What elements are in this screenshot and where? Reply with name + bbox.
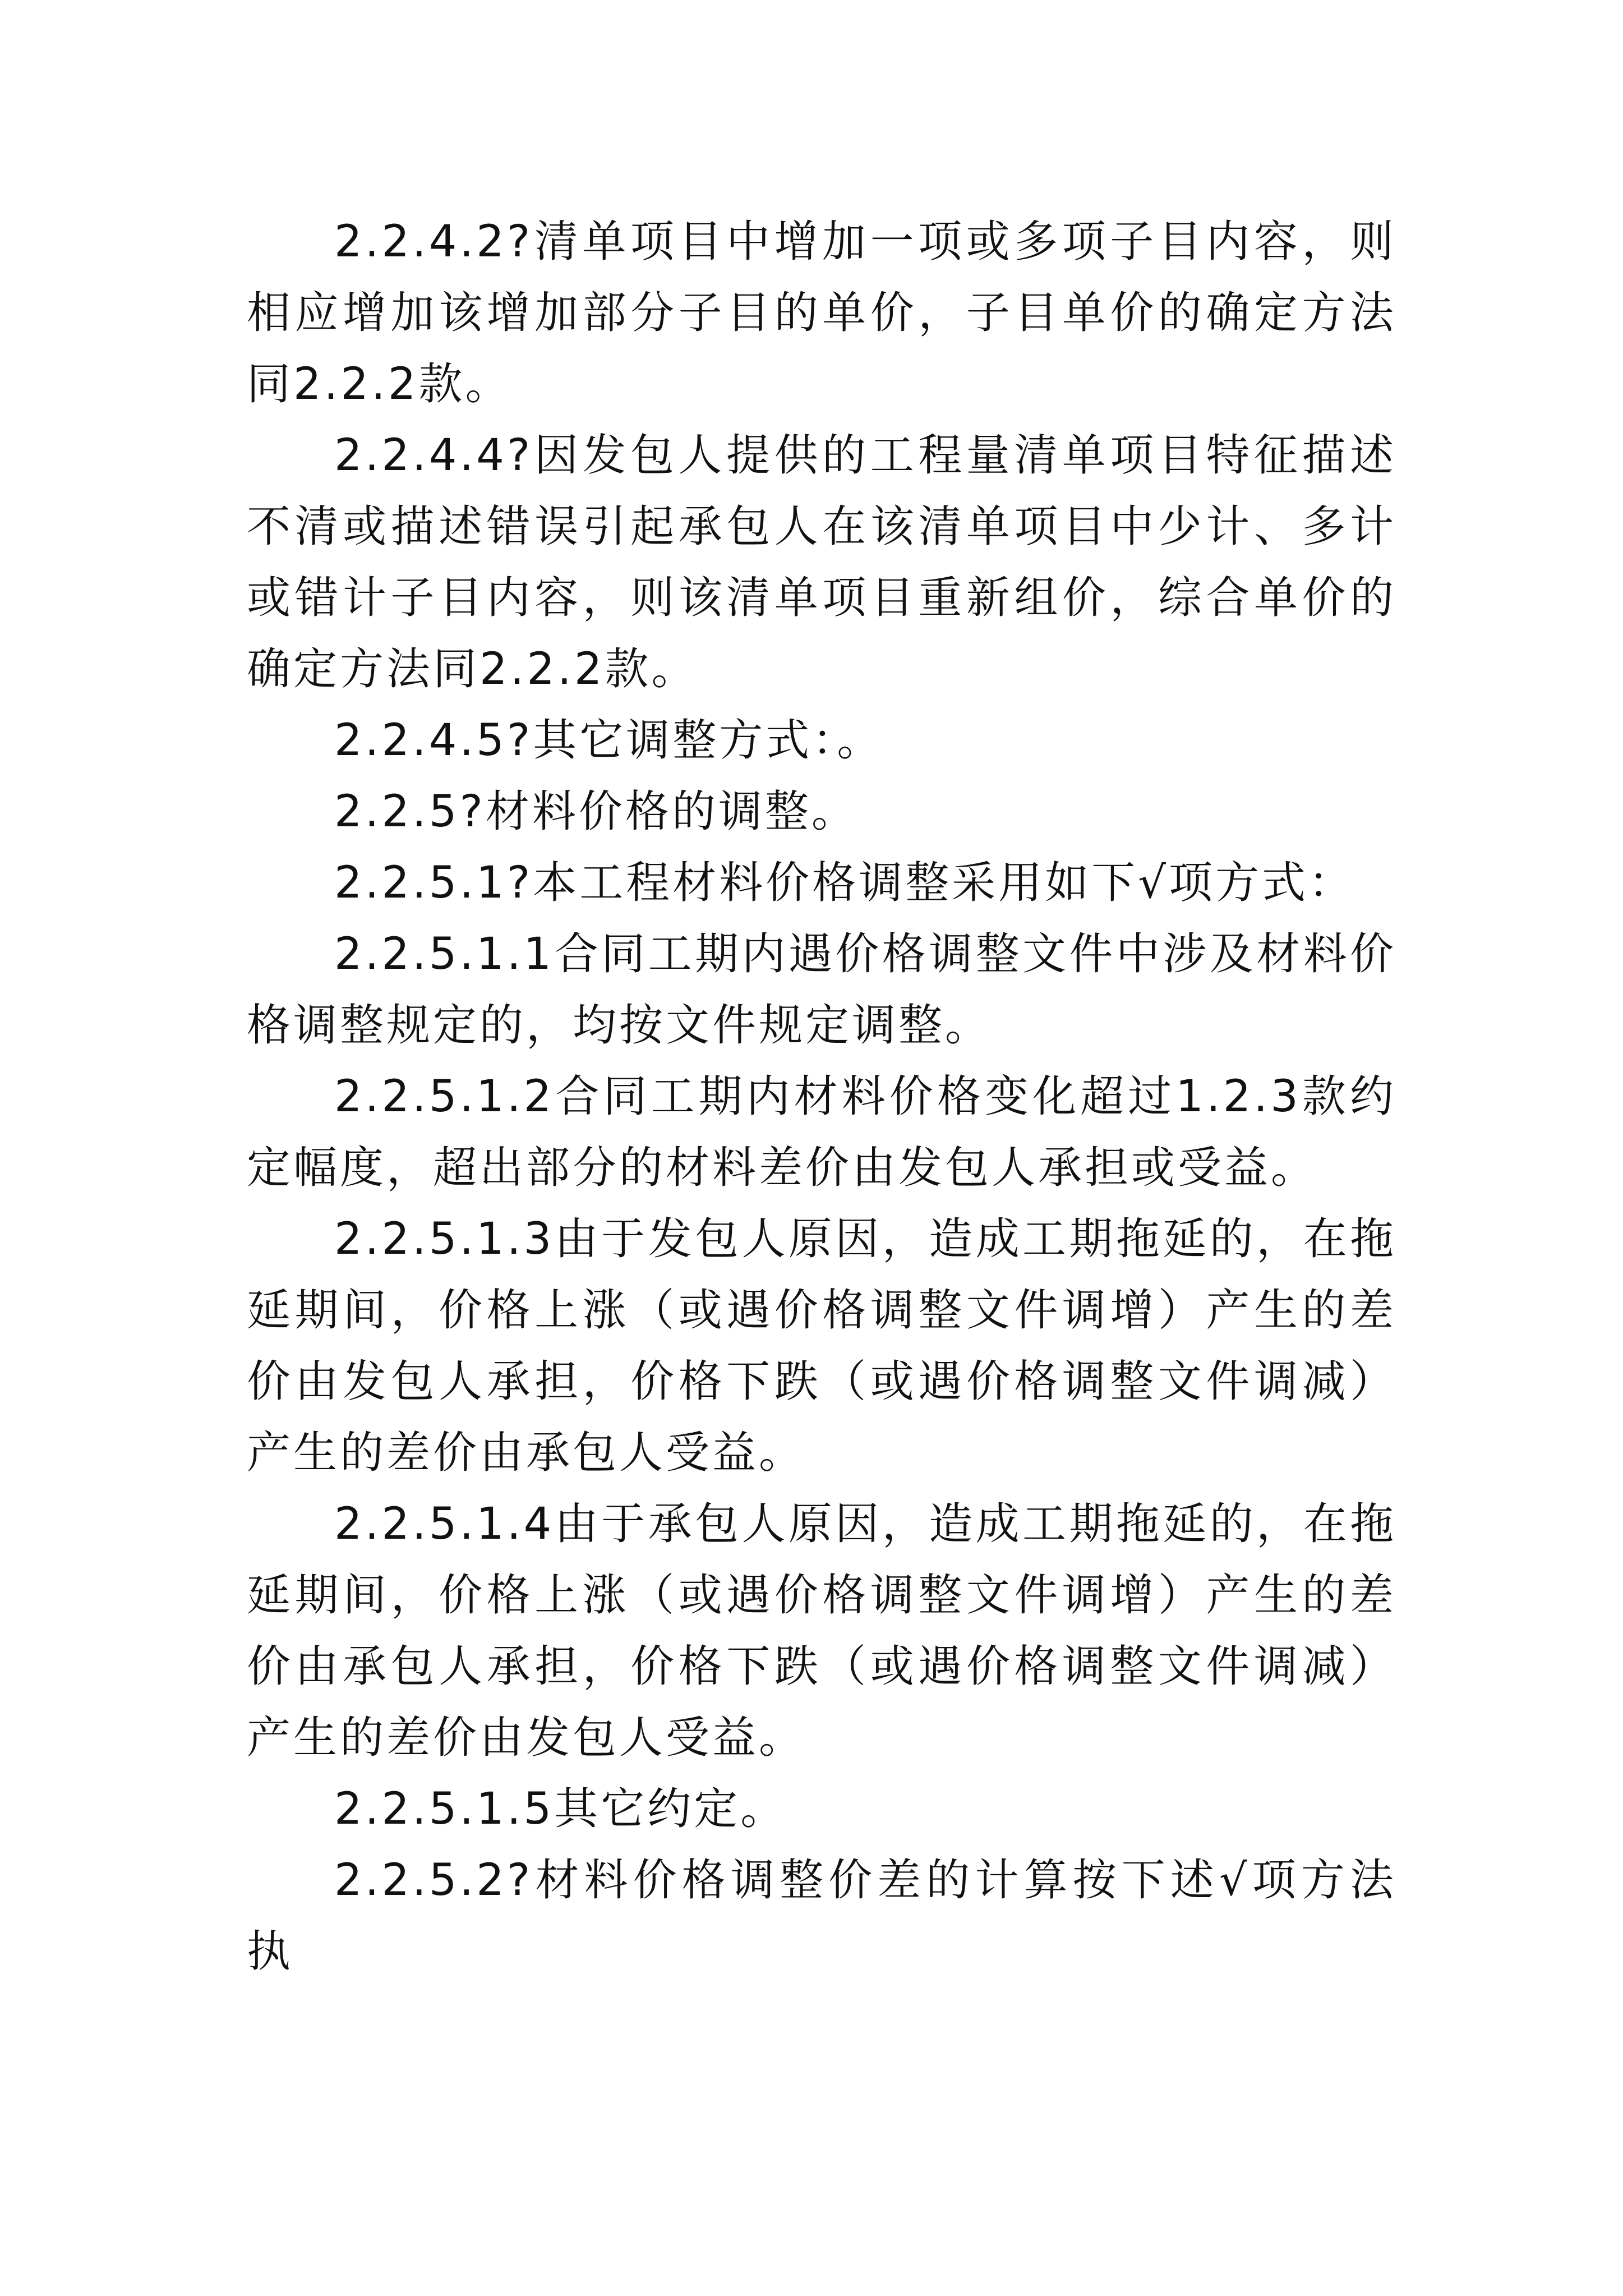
- paragraph-2-2-5-1-5: 2.2.5.1.5其它约定。: [334, 1784, 787, 1834]
- paragraph-2-2-5-1-4: 2.2.5.1.4由于承包人原因，造成工期拖延的，在拖延期间，价格上涨（或遇价格调整文件调增）产生的差价由承包人承担，价格下跌（或遇价格调整文件调减）产生的差价由发包人受益。: [247, 1499, 1396, 1763]
- paragraph-2-2-4-2: 2.2.4.2?清单项目中增加一项或多项子目内容，则相应增加该增加部分子目的单价，子目单价的确定方法同2.2.2款。: [247, 217, 1396, 409]
- paragraph-2-2-5-2: 2.2.5.2?材料价格调整价差的计算按下述√项方法执: [247, 1855, 1396, 1977]
- paragraph-2-2-5: 2.2.5?材料价格的调整。: [334, 786, 858, 837]
- paragraph-2-2-5-1: 2.2.5.1?本工程材料价格调整采用如下√项方式：: [334, 858, 1355, 908]
- paragraph-2-2-5-1-2: 2.2.5.1.2合同工期内材料价格变化超过1.2.3款约定幅度，超出部分的材料差价由发包人承担或受益。: [247, 1071, 1396, 1193]
- paragraph-2-2-5-1-1: 2.2.5.1.1合同工期内遇价格调整文件中涉及材料价格调整规定的，均按文件规定调整。: [247, 929, 1396, 1051]
- paragraph-2-2-4-4: 2.2.4.4?因发包人提供的工程量清单项目特征描述不清或描述错误引起承包人在该清单项目中少计、多计或错计子目内容，则该清单项目重新组价，综合单价的确定方法同2.2.2款。: [247, 430, 1396, 694]
- paragraph-2-2-4-5: 2.2.4.5?其它调整方式：。: [334, 715, 884, 766]
- document-body: [247, 206, 1396, 1987]
- paragraph-2-2-5-1-3: 2.2.5.1.3由于发包人原因，造成工期拖延的，在拖延期间，价格上涨（或遇价格调整文件调增）产生的差价由发包人承担，价格下跌（或遇价格调整文件调减）产生的差价由承包人受益。: [247, 1214, 1396, 1478]
